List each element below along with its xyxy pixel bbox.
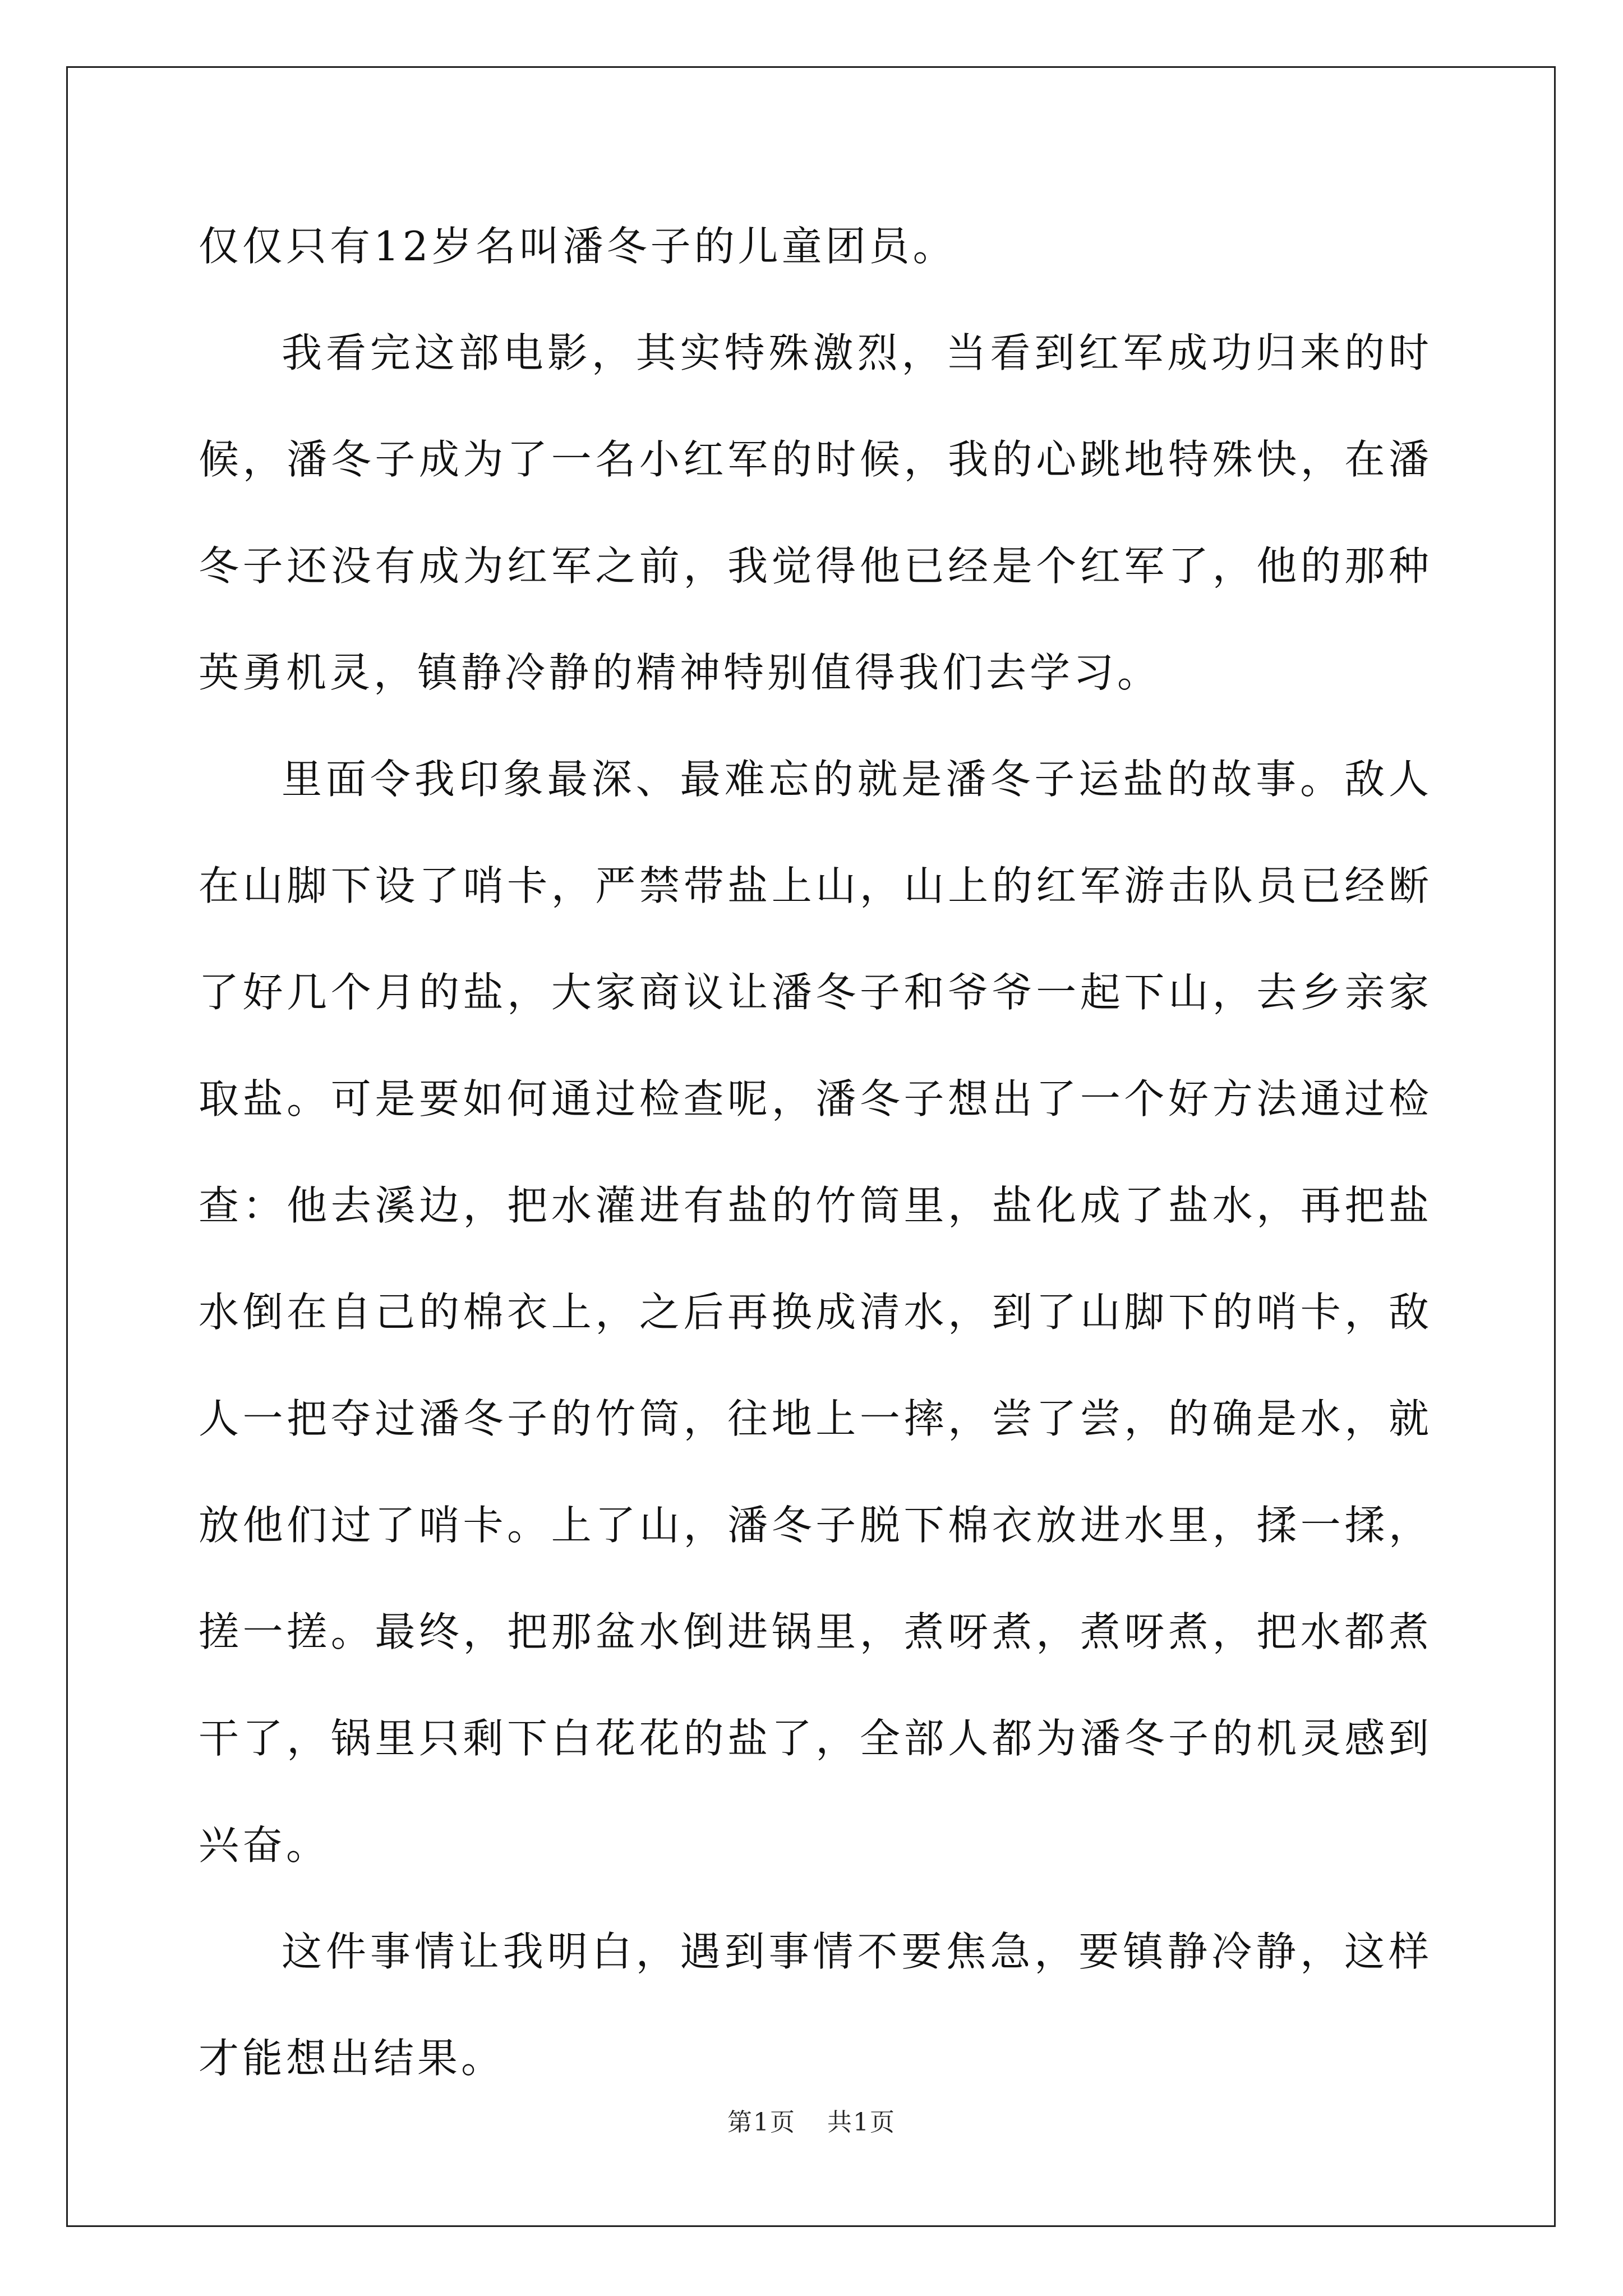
page-number: 第1页: [727, 2108, 796, 2137]
paragraph-4: 这件事情让我明白，遇到事情不要焦急，要镇静冷静，这样才能想出结果。: [199, 1928, 1432, 2082]
paragraph-3: 里面令我印象最深、最难忘的就是潘冬子运盐的故事。敌人在山脚下设了哨卡，严禁带盐上山，山上的红军游击队员已经断了好几个月的盐，大家商议让潘冬子和爷爷一起下山，去乡亲家取盐。可是要如何通过检查呢，潘冬子想出了一个好方法通过检查：他去溪边，把水灌进有盐的竹筒里，盐化成了盐水，再把盐水倒在自己的棉衣上，之后再换成清水，到了山脚下的哨卡，敌人一把夺过潘冬子的竹筒，往地上一摔，尝了尝，的确是水，就放他们过了哨卡。上了山，潘冬子脱下棉衣放进水里，揉一揉，搓一搓。最终，把那盆水倒进锅里，煮呀煮，煮呀煮，把水都煮干了，锅里只剩下白花花的盐了，全部人都为潘冬子的机灵感到兴奋。: [199, 756, 1432, 1869]
paragraph-1: 仅仅只有12岁名叫潘冬子的儿童团员。: [199, 223, 957, 270]
document-body: [199, 193, 1432, 2111]
page-total: 共1页: [827, 2108, 896, 2137]
page-footer: [0, 2106, 1623, 2139]
paragraph-2: 我看完这部电影，其实特殊激烈，当看到红军成功归来的时候，潘冬子成为了一名小红军的时候，我的心跳地特殊快，在潘冬子还没有成为红军之前，我觉得他已经是个红军了，他的那种英勇机灵，镇静冷静的精神特别值得我们去学习。: [199, 329, 1432, 696]
